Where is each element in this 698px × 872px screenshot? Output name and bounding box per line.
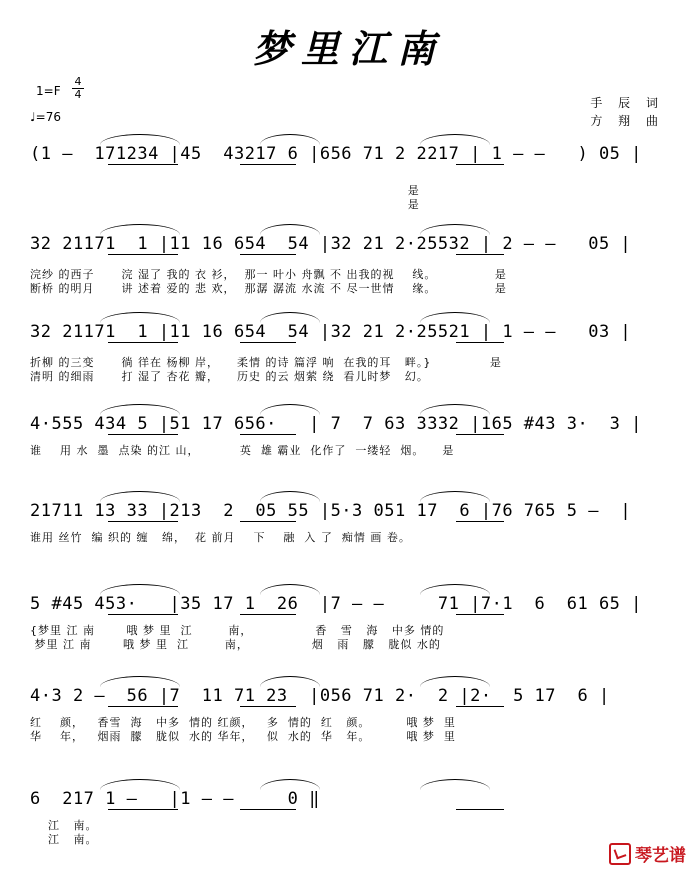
page-title: 梦里江南 xyxy=(252,26,445,71)
slur-arc xyxy=(420,312,490,323)
beam-line xyxy=(108,254,178,255)
beam-line xyxy=(240,706,296,707)
beam-line xyxy=(108,521,178,522)
slur-arc xyxy=(100,224,180,235)
slur-arc xyxy=(260,224,320,235)
notation-line: 32 21171 1 |11 16 654 54 |32 21 2·25521 | 1 – – 03 | xyxy=(30,322,632,342)
beam-line xyxy=(456,614,504,615)
score-row xyxy=(0,140,698,211)
beam-line xyxy=(108,434,178,435)
notation-line: 4·3 2 – 56 |7 11 71 23 |056 71 2· 2 |2· 5 17 6 | xyxy=(30,686,610,706)
notation-line: 4·555 434 5 |51 17 656· | 7 7 63 3332 |165 #43 3· 3 | xyxy=(30,414,642,434)
beam-line xyxy=(108,342,178,343)
notation-line: 32 21171 1 |11 16 654 54 |32 21 2·25532 | 2 – – 05 | xyxy=(30,234,632,254)
beam-line xyxy=(240,521,296,522)
slur-arc xyxy=(260,404,320,415)
slur-arc xyxy=(420,404,490,415)
lyric-line: 是 xyxy=(30,184,420,197)
beam-line xyxy=(108,706,178,707)
time-signature xyxy=(72,76,84,101)
beam-line xyxy=(108,809,178,810)
beam-line xyxy=(456,164,504,165)
notation-line: (1 – 171234 |45 43217 6 |656 71 2 2217 | 1 – – ) 05 | xyxy=(30,144,642,164)
beam-line xyxy=(456,254,504,255)
slur-arc xyxy=(420,584,490,595)
slur-arc xyxy=(100,312,180,323)
beam-line xyxy=(456,706,504,707)
tempo-marking: ♩=76 xyxy=(30,110,61,124)
beam-line xyxy=(240,342,296,343)
meter-bottom: 4 xyxy=(74,88,82,101)
slur-arc xyxy=(100,134,180,145)
score-row xyxy=(0,230,698,295)
meter-top: 4 xyxy=(74,75,82,88)
slur-arc xyxy=(100,676,180,687)
beam-line xyxy=(456,342,504,343)
slur-arc xyxy=(100,404,180,415)
beam-line xyxy=(240,614,296,615)
lyric-line: 清明 的细雨 打 湿了 杏花 瓣， 历史 的云 烟萦 绕 看儿时梦 幻。 xyxy=(30,370,429,383)
notation-line: 6 217 1 – |1 – – 0 ‖ xyxy=(30,789,320,809)
score-row xyxy=(0,590,698,651)
slur-arc xyxy=(100,491,180,502)
lyric-line: 浣纱 的西子 浣 湿了 我的 衣 衫， 那一 叶小 舟飘 不 出我的视 线。 是 xyxy=(30,268,507,281)
score-row xyxy=(0,785,698,846)
lyric-line: 断桥 的明月 讲 述着 爱的 悲 欢， 那潺 潺流 水流 不 尽一世情 缘。 是 xyxy=(30,282,507,295)
slur-arc xyxy=(260,676,320,687)
beam-line xyxy=(240,434,296,435)
notation-line: 21711 13 33 |213 2 05 55 |5·3 051 17 6 |76 765 5 – | xyxy=(30,501,632,521)
slur-arc xyxy=(260,779,320,790)
lyric-line: 华 年， 烟雨 朦 胧似 水的 华年， 似 水的 华 年。 哦 梦 里 xyxy=(30,730,456,743)
beam-line xyxy=(240,809,296,810)
score-row xyxy=(0,318,698,383)
slur-arc xyxy=(260,584,320,595)
slur-arc xyxy=(260,134,320,145)
slur-arc xyxy=(260,312,320,323)
lyric-line: 江 南。 xyxy=(30,819,98,832)
beam-line xyxy=(108,614,178,615)
logo-mark-icon xyxy=(609,843,631,865)
slur-arc xyxy=(100,779,180,790)
composer-credit: 方 翔 曲 xyxy=(590,114,664,128)
score-row xyxy=(0,410,698,457)
beam-line xyxy=(108,164,178,165)
lyric-line: 是 xyxy=(30,198,420,211)
beam-line xyxy=(456,809,504,810)
key-signature: 1=F xyxy=(36,84,61,98)
lyric-line: {梦里 江 南 哦 梦 里 江 南， 香 雪 海 中多 情的 xyxy=(30,624,445,637)
lyric-line: 谁 用 水 墨 点染 的江 山， 英 雄 霸业 化作了 一缕轻 烟。 是 xyxy=(30,444,455,457)
score-row xyxy=(0,497,698,544)
score-row xyxy=(0,682,698,743)
slur-arc xyxy=(100,584,180,595)
lyric-line: 江 南。 xyxy=(30,833,98,846)
slur-arc xyxy=(420,779,490,790)
beam-line xyxy=(240,254,296,255)
lyric-line: 红 颜， 香雪 海 中多 情的 红颜， 多 情的 红 颜。 哦 梦 里 xyxy=(30,716,456,729)
beam-line xyxy=(240,164,296,165)
lyric-line: 折柳 的三变 徜 徉在 杨柳 岸， 柔情 的诗 篇浮 响 在我的耳 畔。} 是 xyxy=(30,356,502,369)
slur-arc xyxy=(260,491,320,502)
lyric-line: 梦里 江 南 哦 梦 里 江 南， 烟 雨 朦 胧似 水的 xyxy=(30,638,441,651)
lyric-line: 谁用 丝竹 编 织的 缠 绵， 花 前月 下 融 入 了 痴情 画 卷。 xyxy=(30,531,411,544)
logo-text: 琴艺谱 xyxy=(635,846,686,866)
slur-arc xyxy=(420,134,490,145)
beam-line xyxy=(456,434,504,435)
notation-line: 5 #45 453· |35 17 1 26 |7 – – 71 |7·1 6 61 65 | xyxy=(30,594,642,614)
credits xyxy=(590,94,664,130)
lyricist-credit: 手 辰 词 xyxy=(590,96,664,110)
site-logo xyxy=(609,841,686,866)
slur-arc xyxy=(420,491,490,502)
slur-arc xyxy=(420,224,490,235)
beam-line xyxy=(456,521,504,522)
slur-arc xyxy=(420,676,490,687)
